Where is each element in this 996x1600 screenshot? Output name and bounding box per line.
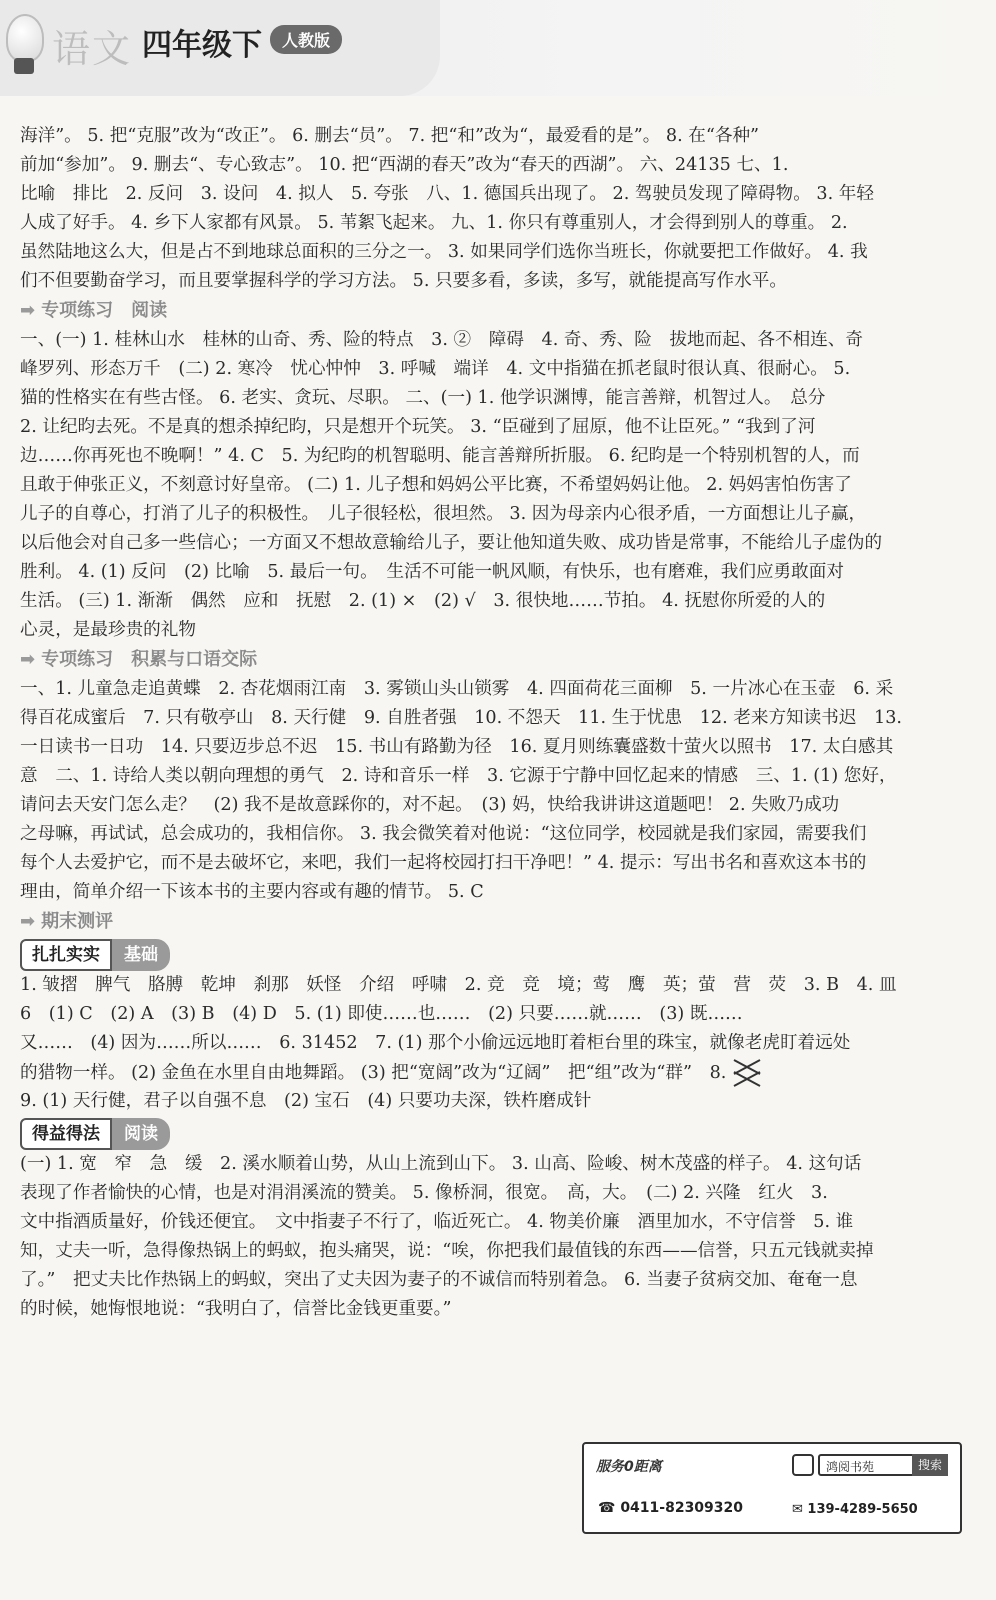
block-a bbox=[20, 122, 964, 296]
text-line: (一) 1. 宽 窄 急 缓 2. 溪水顺着山势，从山上流到山下。 3. 山高、险峻、树木茂盛的样子。 4. 这句话 bbox=[20, 1154, 862, 1174]
text-line: 知，丈夫一听，急得像热锅上的蚂蚁，抱头痛哭，说：“唉，你把我们最值钱的东西——信誉，只五元钱就卖掉 bbox=[20, 1241, 874, 1261]
text-line: 6 (1) C (2) A (3) B (4) D 5. (1) 即使……也…… (2) 只要……就…… (3) 既…… bbox=[20, 1004, 743, 1024]
text-line bbox=[20, 1058, 964, 1087]
text-line: 的时候，她悔恨地说：“我明白了，信誉比金钱更重要。” bbox=[20, 1299, 452, 1319]
text-line: 理由，简单介绍一下该本书的主要内容或有趣的情节。 5. C bbox=[20, 882, 484, 902]
text-line: 文中指酒质量好，价钱还便宜。 文中指妻子不行了，临近死亡。 4. 物美价廉 酒里加水，不守信誉 5. 谁 bbox=[20, 1212, 854, 1232]
section-heading-final-test bbox=[20, 907, 964, 937]
text-line: 人成了好手。 4. 乡下人家都有风景。 5. 苇絮飞起来。 九、1. 你只有尊重别人，才会得到别人的尊重。 2. bbox=[20, 213, 848, 233]
text-line: 胜利。 4. (1) 反问 (2) 比喻 5. 最后一句。 生活不可能一帆风顺，有快乐，也有磨难，我们应勇敢面对 bbox=[20, 562, 844, 582]
search-text: 鸿阅书苑 bbox=[826, 1460, 875, 1474]
tag-label: 得益得法 bbox=[20, 1118, 112, 1150]
edition-badge: 人教版 bbox=[270, 25, 342, 54]
text-line: 以后他会对自己多一些信心；一方面又不想故意输给儿子，要让他知道失败、成功皆是常事，不能给儿子虚伪的 bbox=[20, 533, 883, 553]
block-e bbox=[20, 1150, 964, 1324]
text-line: 9. (1) 天行健，君子以自强不息 (2) 宝石 (4) 只要功夫深，铁杵磨成针 bbox=[20, 1091, 592, 1111]
service-title: 服务0距离 bbox=[596, 1459, 662, 1475]
text-line-content: 的猎物一样。 (2) 金鱼在水里自由地舞蹈。 (3) 把“宽阔”改为“辽阔” 把“组”改为“群” 8. bbox=[20, 1063, 727, 1083]
text-line: 1. 皱摺 脾气 胳膊 乾坤 刹那 妖怪 介绍 呼啸 2. 竞 竞 境；莺 鹰 英；萤 营 荧 3. B 4. 皿 bbox=[20, 975, 897, 995]
section-title: 专项练习 阅读 bbox=[41, 300, 168, 321]
arrow-right-icon: ➡ bbox=[20, 300, 36, 321]
block-c bbox=[20, 675, 964, 907]
text-line: 们不但要勤奋学习，而且要掌握科学的学习方法。 5. 只要多看，多读，多写，就能提高写作水平。 bbox=[20, 271, 787, 291]
lightbulb-base-icon bbox=[14, 58, 34, 74]
arrow-right-icon: ➡ bbox=[20, 911, 36, 932]
text-line: 意 二、1. 诗给人类以朝向理想的勇气 2. 诗和音乐一样 3. 它源于宁静中回忆起来的情感 三、1. (1) 您好， bbox=[20, 766, 897, 786]
tag-basics bbox=[20, 939, 170, 969]
text-line: 每个人去爱护它，而不是去破坏它，来吧，我们一起将校园打扫干净吧！” 4. 提示：写出书名和喜欢这本书的 bbox=[20, 853, 867, 873]
text-line: 生活。 (三) 1. 渐渐 偶然 应和 抚慰 2. (1) × (2) √ 3. 很快地……节拍。 4. 抚慰你所爱的人的 bbox=[20, 591, 826, 611]
tag-sublabel: 基础 bbox=[112, 939, 170, 971]
text-line: 一、(一) 1. 桂林山水 桂林的山奇、秀、险的特点 3. ② 障碍 4. 奇、秀、险 拔地而起、各不相连、奇 bbox=[20, 330, 863, 350]
grade-title: 四年级下 bbox=[142, 28, 262, 63]
phone-number: ☎ 0411-82309320 bbox=[598, 1500, 744, 1516]
text-line: 且敢于伸张正义，不刻意讨好皇帝。 (二) 1. 儿子想和妈妈公平比赛，不希望妈妈让他。 2. 妈妈害怕伤害了 bbox=[20, 475, 852, 495]
text-line: 表现了作者愉快的心情，也是对涓涓溪流的赞美。 5. 像桥洞，很宽。 高，大。 (二) 2. 兴隆 红火 3. bbox=[20, 1183, 828, 1203]
page-header bbox=[0, 0, 996, 96]
text-line: 虽然陆地这么大，但是占不到地球总面积的三分之一。 3. 如果同学们选你当班长，你就要把工作做好。 4. 我 bbox=[20, 242, 868, 262]
mobile-number: ✉ 139-4289-5650 bbox=[792, 1502, 918, 1517]
search-box[interactable] bbox=[818, 1454, 948, 1476]
tag-label: 扎扎实实 bbox=[20, 939, 112, 971]
text-line: 边……你再死也不晚啊！” 4. C 5. 为纪昀的机智聪明、能言善辩所折服。 6. 纪昀是一个特别机智的人，而 bbox=[20, 446, 860, 466]
arrow-right-icon: ➡ bbox=[20, 649, 36, 670]
search-button[interactable]: 搜索 bbox=[912, 1454, 948, 1476]
text-line: 猫的性格实在有些古怪。 6. 老实、贪玩、尽职。 二、(一) 1. 他学识渊博，能言善辩，机智过人。 总分 bbox=[20, 388, 826, 408]
answer-content bbox=[20, 122, 964, 1324]
block-d bbox=[20, 971, 964, 1116]
section-heading-accumulation bbox=[20, 645, 964, 675]
cross-out-icon bbox=[732, 1058, 762, 1088]
lightbulb-icon bbox=[6, 14, 44, 62]
wechat-icon bbox=[792, 1454, 814, 1476]
text-line: 比喻 排比 2. 反问 3. 设问 4. 拟人 5. 夸张 八、1. 德国兵出现了。 2. 驾驶员发现了障碍物。 3. 年轻 bbox=[20, 184, 874, 204]
phone-number-text: 0411-82309320 bbox=[620, 1500, 744, 1516]
text-line: 得百花成蜜后 7. 只有敬亭山 8. 天行健 9. 自胜者强 10. 不怨天 11. 生于忧患 12. 老来方知读书迟 13. bbox=[20, 708, 902, 728]
text-line: 一日读书一日功 14. 只要迈步总不迟 15. 书山有路勤为径 16. 夏月则练囊盛数十萤火以照书 17. 太白感其 bbox=[20, 737, 894, 757]
mobile-number-text: 139-4289-5650 bbox=[807, 1502, 918, 1517]
service-footer-box bbox=[582, 1442, 962, 1534]
block-b bbox=[20, 326, 964, 645]
tag-sublabel: 阅读 bbox=[112, 1118, 170, 1150]
text-line: 心灵，是最珍贵的礼物 bbox=[20, 620, 196, 640]
section-title: 专项练习 积累与口语交际 bbox=[41, 649, 258, 670]
tag-reading bbox=[20, 1118, 170, 1148]
text-line: 了。” 把丈夫比作热锅上的蚂蚁，突出了丈夫因为妻子的不诚信而特别着急。 6. 当妻子贫病交加、奄奄一息 bbox=[20, 1270, 858, 1290]
text-line: 儿子的自尊心，打消了儿子的积极性。 儿子很轻松，很坦然。 3. 因为母亲内心很矛盾，一方面想让儿子赢， bbox=[20, 504, 867, 524]
section-title: 期末测评 bbox=[41, 911, 114, 932]
text-line: 海洋”。 5. 把“克服”改为“改正”。 6. 删去“员”。 7. 把“和”改为“，最爱看的是”。 8. 在“各种” bbox=[20, 126, 760, 146]
text-line: 一、1. 儿童急走追黄蝶 2. 杏花烟雨江南 3. 雾锁山头山锁雾 4. 四面荷花三面柳 5. 一片冰心在玉壶 6. 采 bbox=[20, 679, 894, 699]
text-line: 2. 让纪昀去死。不是真的想杀掉纪昀，只是想开个玩笑。 3. “臣碰到了屈原，他不让臣死。” “我到了河 bbox=[20, 417, 816, 437]
section-heading-reading bbox=[20, 296, 964, 326]
text-line: 又…… (4) 因为……所以…… 6. 31452 7. (1) 那个小偷远远地盯着柜台里的珠宝，就像老虎盯着远处 bbox=[20, 1033, 851, 1053]
text-line: 之母嘛，再试试，总会成功的，我相信你。 3. 我会微笑着对他说：“这位同学，校园就是我们家园，需要我们 bbox=[20, 824, 867, 844]
text-line: 峰罗列、形态万千 (二) 2. 寒冷 忧心忡忡 3. 呼喊 端详 4. 文中指猫在抓老鼠时很认真、很耐心。 5. bbox=[20, 359, 851, 379]
text-line: 请问去天安门怎么走？ (2) 我不是故意踩你的，对不起。 (3) 妈，快给我讲讲这道题吧！ 2. 失败乃成功 bbox=[20, 795, 840, 815]
subject-title: 语文 bbox=[52, 27, 133, 71]
text-line: 前加“参加”。 9. 删去“、专心致志”。 10. 把“西湖的春天”改为“春天的西湖”。 六、24135 七、1. bbox=[20, 155, 789, 175]
